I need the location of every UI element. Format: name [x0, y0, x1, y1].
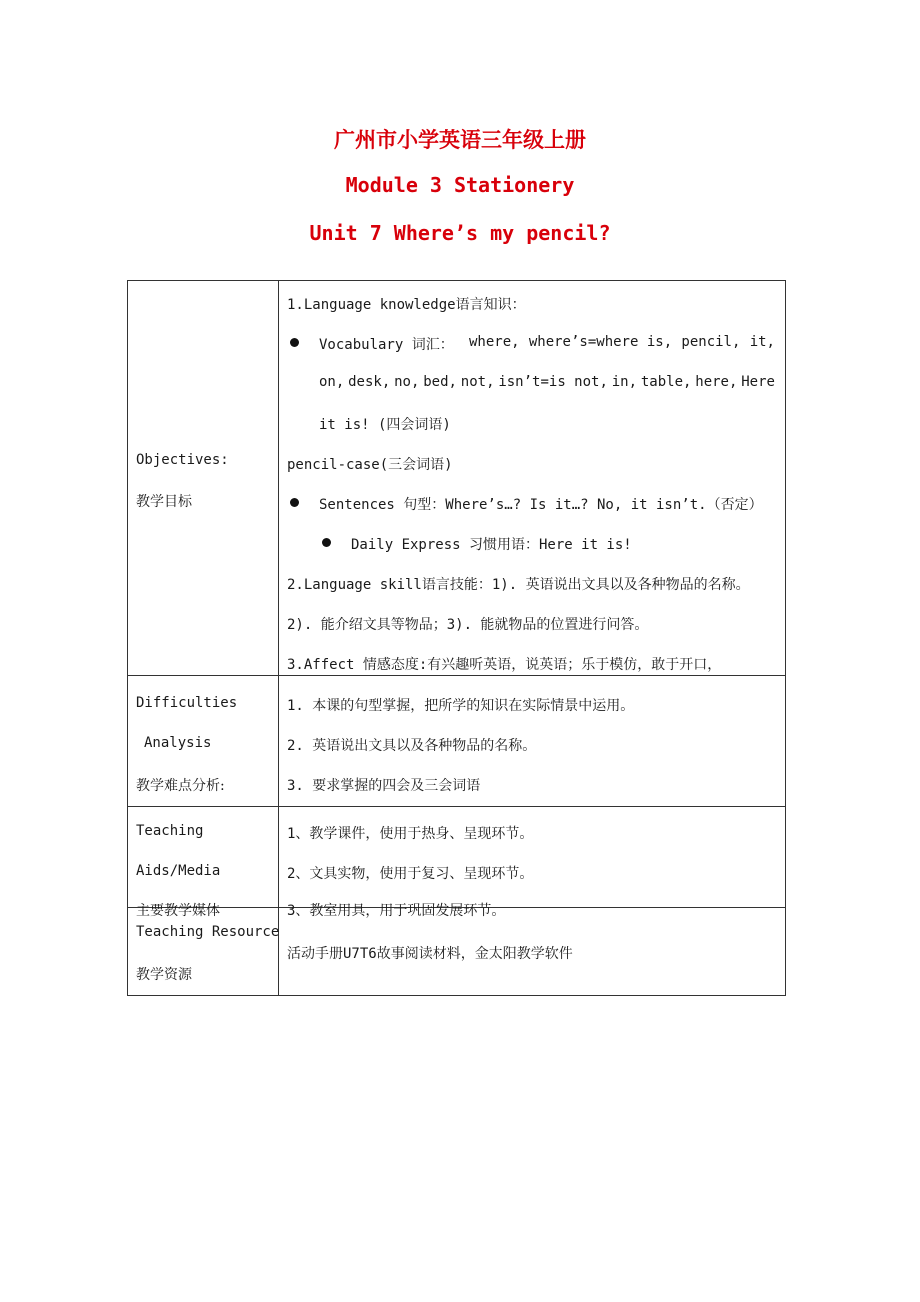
difficulty-item: 2. 英语说出文具以及各种物品的名称。 — [287, 738, 537, 754]
unit-title: Unit 7 Where’s my pencil? — [309, 221, 611, 245]
aids-item: 2、文具实物，使用于复习、呈现环节。 — [287, 866, 534, 882]
vocab-word: here, — [695, 374, 738, 390]
difficulties-content-cell — [279, 676, 785, 806]
resource-label-cn: 教学资源 — [136, 967, 192, 983]
table-border-bottom — [127, 995, 786, 996]
sentences-line: Sentences 句型：Where’s…? Is it…? No, it isn’t.（否定） — [319, 497, 763, 513]
pencil-case-line: pencil-case(三会词语) — [287, 457, 453, 473]
bullet-icon — [322, 538, 331, 547]
language-skill-line-1: 2.Language skill语言技能：1). 英语说出文具以及各种物品的名称。 — [287, 577, 750, 593]
aids-item: 1、教学课件，使用于热身、呈现环节。 — [287, 826, 534, 842]
lesson-plan-table — [127, 280, 786, 996]
aids-label-cn: 主要教学媒体 — [136, 903, 220, 919]
aids-label-cell — [128, 807, 278, 919]
difficulties-label-1: Difficulties — [136, 695, 238, 711]
difficulty-item: 1. 本课的句型掌握，把所学的知识在实际情景中运用。 — [287, 698, 635, 714]
aids-label-2: Aids/Media — [136, 863, 221, 879]
vocab-word: in, — [611, 374, 638, 390]
resource-content: 活动手册U7T6故事阅读材料，金太阳教学软件 — [287, 946, 573, 962]
table-border-right — [785, 280, 786, 996]
difficulty-item: 3. 要求掌握的四会及三会词语 — [287, 778, 481, 794]
vocab-word: isn’t=is not, — [498, 374, 608, 390]
objectives-label-cn: 教学目标 — [136, 494, 192, 510]
difficulties-label-cell — [128, 676, 278, 806]
resource-label-en: Teaching Resource — [136, 924, 280, 940]
aids-item: 3、教室用具，用于巩固发展环节。 — [287, 903, 506, 919]
vocab-word: where, — [469, 334, 520, 350]
vocab-word: no, — [394, 374, 420, 390]
aids-label-1: Teaching — [136, 823, 204, 839]
vocab-word: table, — [640, 374, 692, 390]
difficulties-label-cn: 教学难点分析: — [136, 778, 225, 794]
difficulties-label-2: Analysis — [144, 735, 212, 751]
affect-line: 3.Affect 情感态度:有兴趣听英语，说英语；乐于模仿，敢于开口， — [287, 657, 722, 673]
vocab-word: it, — [749, 334, 775, 350]
aids-content-cell — [279, 807, 785, 919]
module-title: Module 3 Stationery — [345, 173, 575, 197]
language-skill-line-2: 2). 能介绍文具等物品；3). 能就物品的位置进行问答。 — [287, 617, 649, 633]
objectives-content-cell — [279, 281, 785, 675]
resource-label-cell — [128, 908, 278, 995]
vocab-word: on, — [319, 374, 345, 390]
objectives-label-en: Objectives: — [136, 452, 229, 468]
vocab-line-3: it is! (四会词语) — [319, 417, 451, 433]
bullet-icon — [290, 498, 299, 507]
objectives-label-cell — [128, 281, 278, 675]
vocab-word: desk, — [348, 374, 391, 390]
daily-express-line: Daily Express 习惯用语：Here it is! — [351, 537, 632, 553]
resource-content-cell — [279, 908, 785, 995]
vocab-label: Vocabulary 词汇： — [319, 337, 454, 353]
vocab-word: bed, — [423, 374, 457, 390]
vocab-word: Here — [741, 374, 775, 390]
language-knowledge-heading: 1.Language knowledge语言知识： — [287, 297, 526, 313]
vocab-line-2 — [319, 374, 775, 390]
document-title: 广州市小学英语三年级上册 — [334, 128, 586, 152]
vocab-word: not, — [460, 374, 495, 390]
vocab-line-1 — [469, 334, 775, 350]
bullet-icon — [290, 338, 299, 347]
vocab-word: pencil, — [681, 334, 741, 350]
vocab-word: where’s=where is, — [528, 334, 673, 350]
